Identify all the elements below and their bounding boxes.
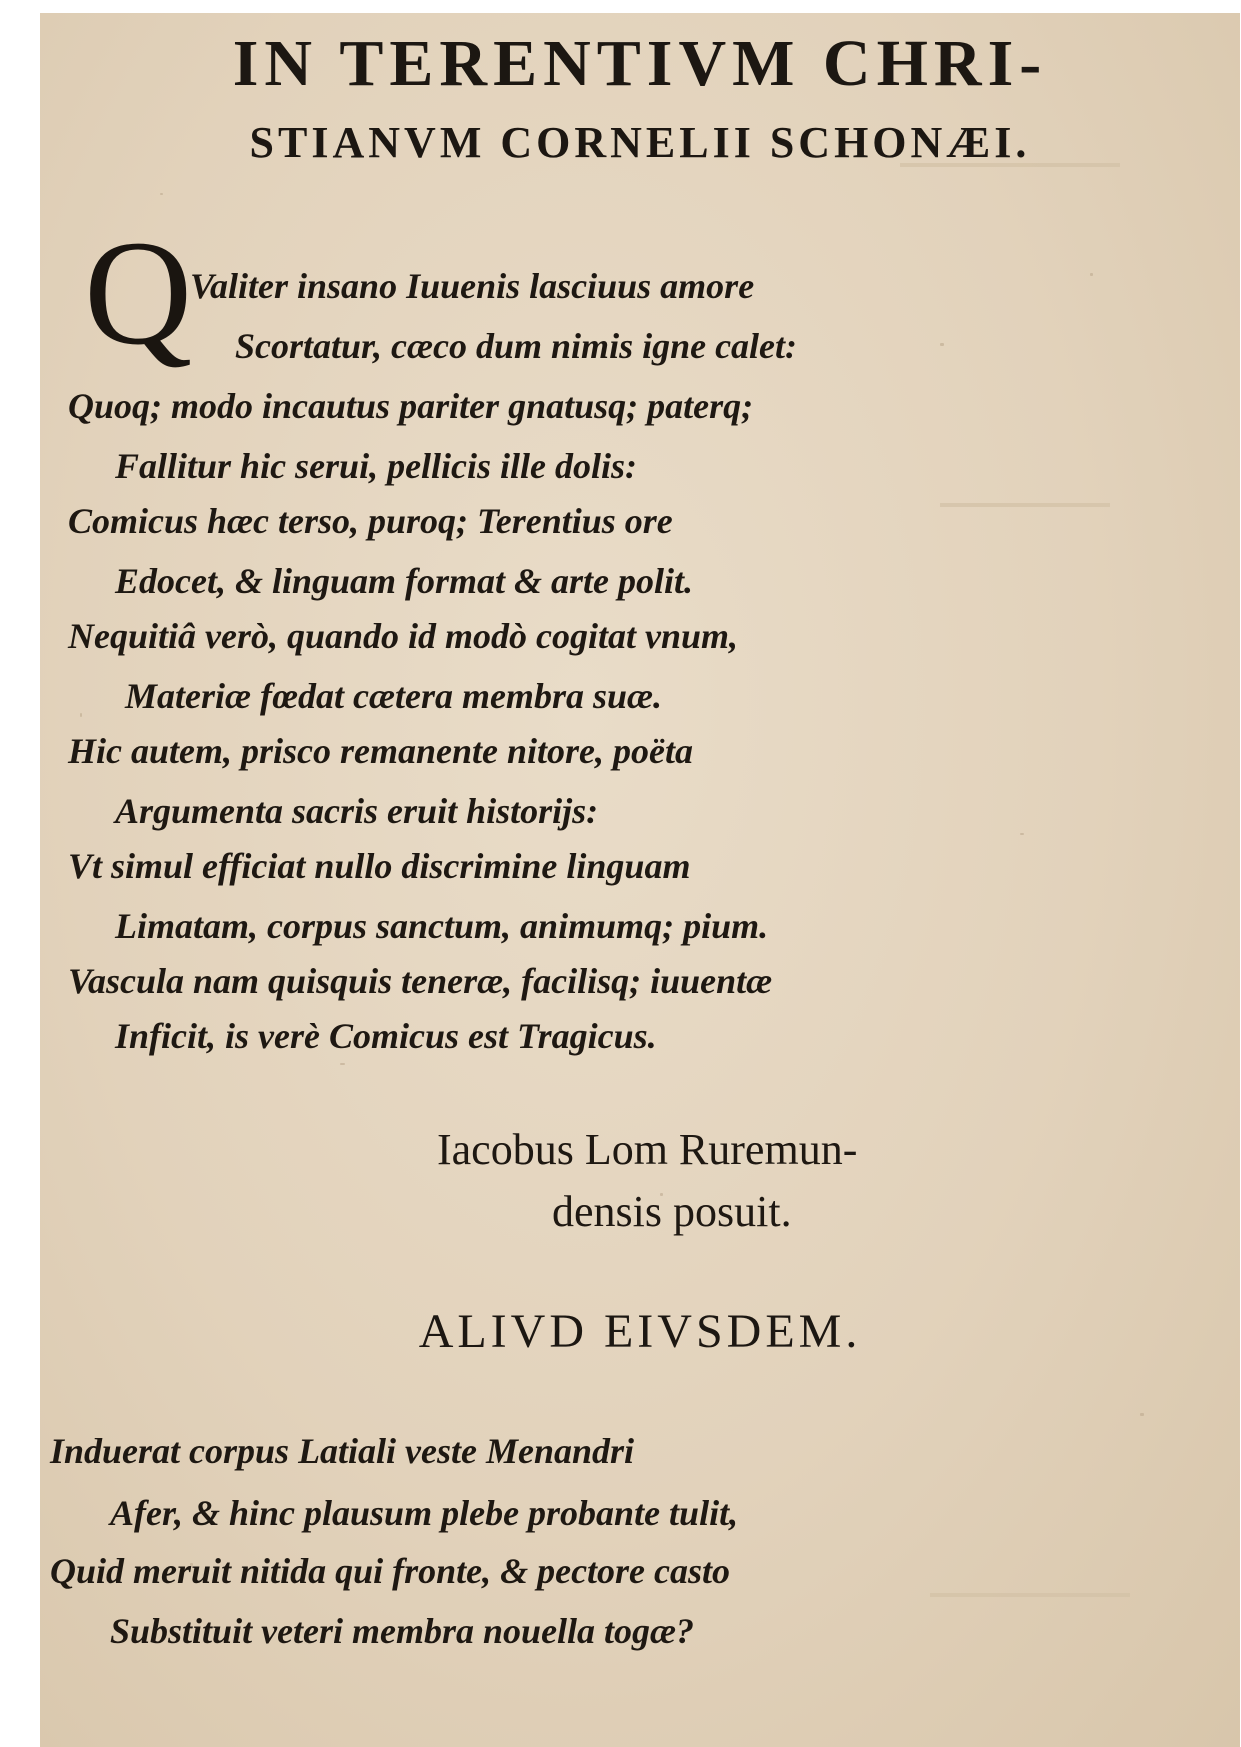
poem2-line: Substituit veteri membra nouella togæ? bbox=[110, 1611, 695, 1651]
poem1-line: Comicus hæc terso, puroq; Terentius ore bbox=[68, 501, 673, 541]
drop-cap: Q bbox=[84, 210, 193, 376]
poem1-line: Vascula nam quisquis teneræ, facilisq; iuuentæ bbox=[68, 961, 773, 1001]
signature-line-2: densis posuit. bbox=[552, 1187, 792, 1236]
poem2-line: Afer, & hinc plausum plebe probante tulit, bbox=[110, 1493, 739, 1533]
poem2-line: Induerat corpus Latiali veste Menandri bbox=[50, 1431, 635, 1471]
poem1-line: Scortatur, cæco dum nimis igne calet: bbox=[235, 326, 798, 366]
poem1-line: Quoq; modo incautus pariter gnatusq; paterq; bbox=[68, 386, 754, 426]
poem1-line: Materiæ fœdat cætera membra suæ. bbox=[125, 676, 662, 716]
title-line-2: STIANVM CORNELII SCHONÆI. bbox=[249, 118, 1031, 167]
poem1-line: Vt simul efficiat nullo discrimine linguam bbox=[68, 846, 691, 886]
poem1-line: Hic autem, prisco remanente nitore, poëta bbox=[68, 731, 693, 771]
section-heading: ALIVD EIVSDEM. bbox=[418, 1305, 862, 1358]
bleed-through-mark bbox=[900, 163, 1120, 207]
poem1-line: Argumenta sacris eruit historijs: bbox=[115, 791, 599, 831]
signature-line-1: Iacobus Lom Ruremun- bbox=[437, 1125, 858, 1174]
poem1-line: Nequitiâ verò, quando id modò cogitat vnum, bbox=[68, 616, 739, 656]
bleed-through-mark bbox=[940, 473, 1110, 507]
book-page bbox=[40, 13, 1240, 1747]
poem1-line: Edocet, & linguam format & arte polit. bbox=[115, 561, 694, 601]
poem1-line: Valiter insano Iuuenis lasciuus amore bbox=[190, 266, 755, 306]
poem1-line: Fallitur hic serui, pellicis ille dolis: bbox=[115, 446, 638, 486]
poem1-line: Inficit, is verè Comicus est Tragicus. bbox=[115, 1016, 657, 1056]
bleed-through-mark bbox=[930, 1593, 1130, 1627]
poem1-line: Limatam, corpus sanctum, animumq; pium. bbox=[115, 906, 769, 946]
poem2-line: Quid meruit nitida qui fronte, & pectore casto bbox=[50, 1551, 731, 1591]
title-line-1: IN TERENTIVM CHRI- bbox=[232, 27, 1048, 100]
